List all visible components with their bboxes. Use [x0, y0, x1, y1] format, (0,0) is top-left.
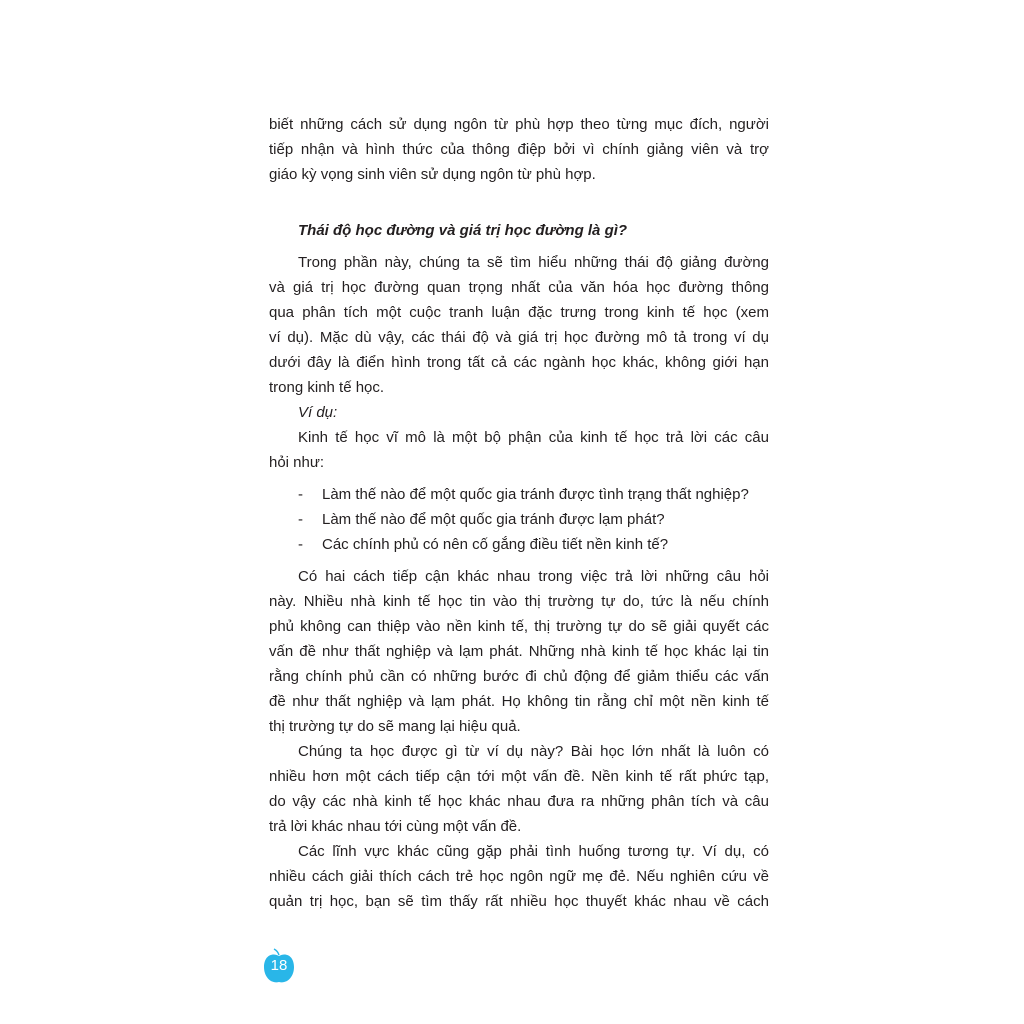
text-line: đề như thất nghiệp và lạm phát. Họ không tin rằng chỉ một nền kinh tế	[269, 693, 769, 710]
bullet-marker: -	[298, 511, 303, 528]
text-line: Trong phần này, chúng ta sẽ tìm hiểu những thái độ giảng đường	[298, 254, 769, 271]
text-line: ví dụ). Mặc dù vậy, các thái độ và giá trị học đường mô tả trong ví dụ	[269, 329, 769, 346]
text-line: rằng chính phủ cần có những bước đi chủ động để giảm thiểu các vấn	[269, 668, 769, 685]
bullet-text: Làm thế nào để một quốc gia tránh được tình trạng thất nghiệp?	[322, 486, 749, 503]
paragraph-3	[269, 564, 769, 914]
page-number-badge	[262, 948, 296, 984]
text-line: quản trị học, bạn sẽ tìm thấy rất nhiều học thuyết khác nhau về cách	[269, 893, 769, 910]
text-line: này. Nhiều nhà kinh tế học tin vào thị trường tự do, tức là nếu chính	[269, 593, 769, 610]
intro-paragraph	[269, 112, 769, 187]
text-line: vấn đề như thất nghiệp và lạm phát. Những nhà kinh tế học khác lại tin	[269, 643, 769, 660]
text-line: giáo kỳ vọng sinh viên sử dụng ngôn từ phù hợp.	[269, 166, 596, 183]
text-line: nhiều cách giải thích cách trẻ học ngôn ngữ mẹ đẻ. Nếu nghiên cứu về	[269, 868, 769, 885]
text-line: qua phân tích một cuộc tranh luận đặc trưng trong kinh tế học (xem	[269, 304, 769, 321]
bullet-list	[269, 482, 769, 557]
section-heading: Thái độ học đường và giá trị học đường là gì?	[298, 222, 628, 239]
text-line: phủ không can thiệp vào nền kinh tế, thị trường tự do sẽ giải quyết các	[269, 618, 769, 635]
bullet-marker: -	[298, 486, 303, 503]
bullet-marker: -	[298, 536, 303, 553]
text-line: trả lời khác nhau tới cùng một vấn đề.	[269, 818, 522, 835]
bullet-text: Làm thế nào để một quốc gia tránh được lạm phát?	[322, 511, 665, 528]
paragraph-1	[269, 250, 769, 475]
text-line: hỏi như:	[269, 454, 325, 471]
text-line: thị trường tự do sẽ mang lại hiệu quả.	[269, 718, 521, 735]
text-line: do vậy các nhà kinh tế học khác nhau đưa ra những phân tích và câu	[269, 793, 769, 810]
text-line: nhiều hơn một cách tiếp cận tới một vấn đề. Nền kinh tế rất phức tạp,	[269, 768, 769, 785]
bullet-item	[269, 507, 769, 532]
text-line: biết những cách sử dụng ngôn từ phù hợp theo từng mục đích, người	[269, 116, 769, 133]
text-line: Có hai cách tiếp cận khác nhau trong việc trả lời những câu hỏi	[298, 568, 769, 585]
text-line: dưới đây là điển hình trong tất cả các ngành học khác, không giới hạn	[269, 354, 769, 371]
page-body	[269, 112, 769, 914]
text-line: trong kinh tế học.	[269, 379, 385, 396]
bullet-text: Các chính phủ có nên cố gắng điều tiết nền kinh tế?	[322, 536, 669, 553]
text-line: Các lĩnh vực khác cũng gặp phải tình huống tương tự. Ví dụ, có	[298, 843, 769, 860]
example-label: Ví dụ:	[298, 404, 338, 421]
text-line: Chúng ta học được gì từ ví dụ này? Bài học lớn nhất là luôn có	[298, 743, 769, 760]
bullet-item	[269, 532, 769, 557]
text-line: tiếp nhận và hình thức của thông điệp bởi vì chính giảng viên và trợ	[269, 141, 769, 158]
text-line: và giá trị học đường quan trọng nhất của văn hóa học đường thông	[269, 279, 769, 296]
page-number: 18	[270, 957, 288, 974]
bullet-item	[269, 482, 769, 507]
text-line: Kinh tế học vĩ mô là một bộ phận của kinh tế học trả lời các câu	[298, 429, 769, 446]
